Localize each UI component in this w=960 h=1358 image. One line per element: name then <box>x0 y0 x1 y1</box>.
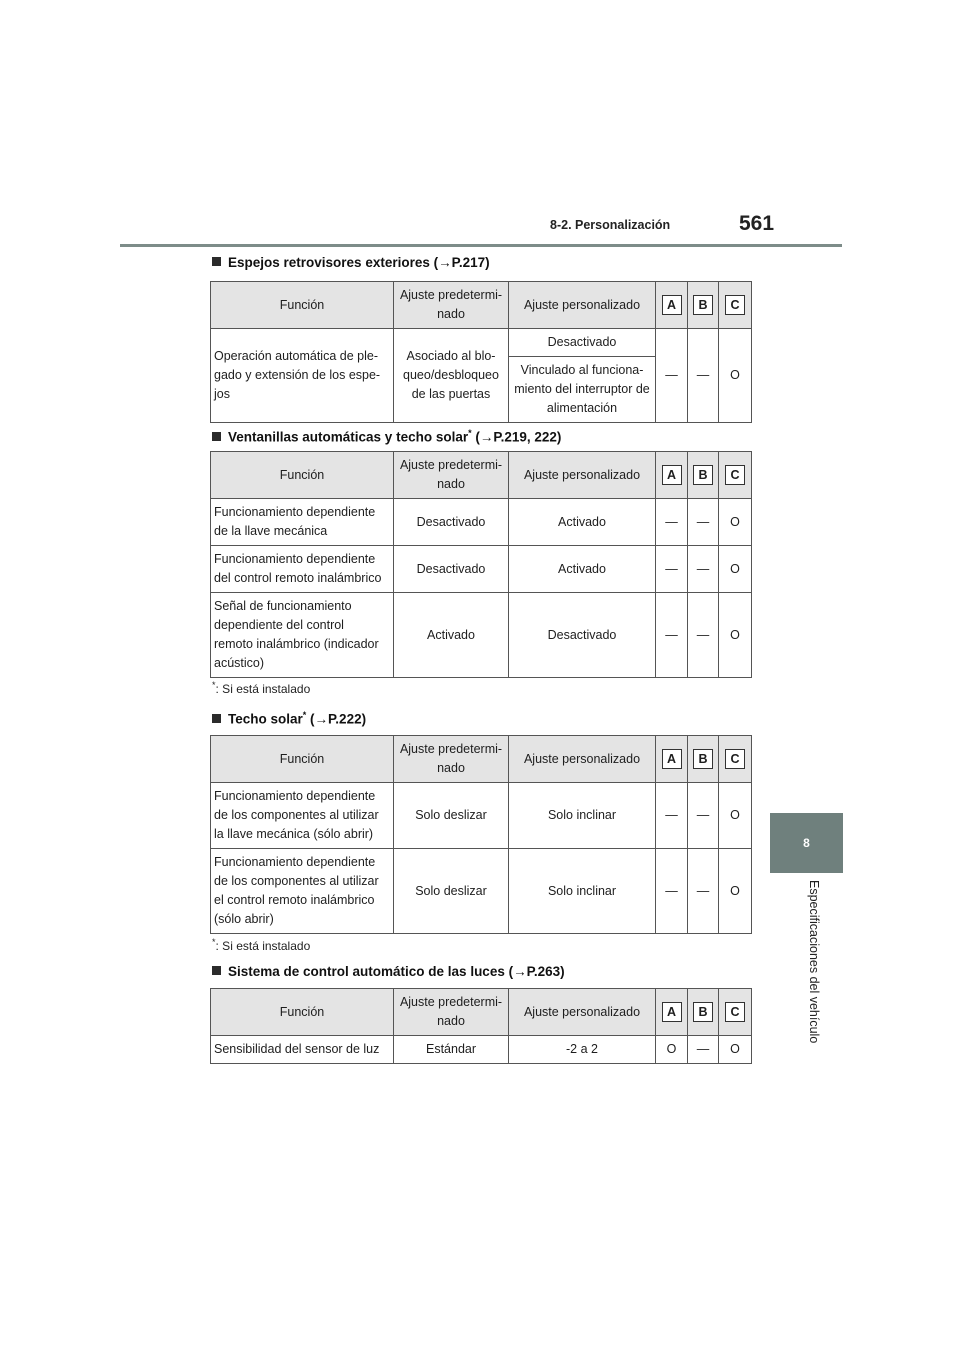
footnote-text: : Si está instalado <box>215 939 311 953</box>
cell-funcion: Funcionamiento dependiente de los componentes al utilizar la llave mecánica (sólo abrir) <box>211 783 394 849</box>
bullet-square-icon <box>212 432 221 441</box>
cell-c: O <box>719 499 752 546</box>
page-reference: P.217) <box>451 255 490 270</box>
cell-personalizado: Activado <box>509 499 656 546</box>
heading-text: Espejos retrovisores exteriores ( <box>228 255 439 270</box>
chapter-title: Especificaciones del vehículo <box>807 880 821 1044</box>
cell-predeterminado: Solo deslizar <box>394 783 509 849</box>
cell-c: O <box>719 329 752 423</box>
col-personalizado: Ajuste personalizado <box>509 736 656 783</box>
col-c <box>719 989 752 1036</box>
table-header-row <box>211 282 752 329</box>
lights-table <box>210 988 752 1064</box>
cell-funcion: Señal de funcionamiento dependiente del control remoto inalámbrico (indicador acústico) <box>211 593 394 678</box>
cell-personalizado: Activado <box>509 546 656 593</box>
letter-c-box: C <box>725 749 745 769</box>
cell-b: — <box>688 593 719 678</box>
cell-c: O <box>719 593 752 678</box>
cell-funcion: Funcionamiento dependiente del control remoto inalámbrico <box>211 546 394 593</box>
cell-a: — <box>656 849 688 934</box>
arrow-right-icon: → <box>314 711 329 727</box>
cell-predeterminado: Asociado al blo- queo/desbloqueo de las puertas <box>394 329 509 423</box>
cell-b: — <box>688 329 719 423</box>
table-header-row <box>211 989 752 1036</box>
footnote-marker: * <box>468 428 472 438</box>
table-row <box>211 849 752 934</box>
footnote-marker: * <box>212 680 216 690</box>
chapter-tab <box>770 813 843 873</box>
col-funcion: Función <box>211 736 394 783</box>
section-title: 8-2. Personalización <box>550 218 671 232</box>
cell-personalizado: Desactivado <box>509 593 656 678</box>
col-predeterminado: Ajuste predetermi- nado <box>394 452 509 499</box>
bullet-square-icon <box>212 257 221 266</box>
table-row <box>211 329 752 357</box>
col-personalizado: Ajuste personalizado <box>509 989 656 1036</box>
col-predeterminado: Ajuste predetermi- nado <box>394 282 509 329</box>
cell-personalizado-option: Vinculado al funciona- miento del interruptor de alimentación <box>509 357 656 423</box>
cell-a: — <box>656 546 688 593</box>
cell-c: O <box>719 1036 752 1064</box>
footnote-text: : Si está instalado <box>215 682 311 696</box>
col-b <box>688 989 719 1036</box>
heading-paren: ( <box>471 429 480 445</box>
letter-a-box: A <box>662 1002 682 1022</box>
cell-a: O <box>656 1036 688 1064</box>
col-funcion: Función <box>211 989 394 1036</box>
windows-table <box>210 451 752 678</box>
letter-c-box: C <box>725 1002 745 1022</box>
cell-b: — <box>688 1036 719 1064</box>
cell-predeterminado: Activado <box>394 593 509 678</box>
col-c <box>719 736 752 783</box>
col-a <box>656 989 688 1036</box>
col-b <box>688 282 719 329</box>
page-number: 561 <box>739 212 775 235</box>
col-funcion: Función <box>211 452 394 499</box>
page-reference: P.219, 222) <box>493 429 562 445</box>
col-a <box>656 282 688 329</box>
cell-predeterminado: Estándar <box>394 1036 509 1064</box>
letter-b-box: B <box>693 465 713 485</box>
footnote-marker: * <box>302 710 307 720</box>
cell-b: — <box>688 546 719 593</box>
cell-a: — <box>656 593 688 678</box>
table-row <box>211 783 752 849</box>
cell-b: — <box>688 849 719 934</box>
col-predeterminado: Ajuste predetermi- nado <box>394 736 509 783</box>
letter-c-box: C <box>725 465 745 485</box>
section-heading-windows <box>212 428 561 445</box>
letter-b-box: B <box>693 1002 713 1022</box>
cell-personalizado-option: Desactivado <box>509 329 656 357</box>
section-heading-lights <box>212 964 565 979</box>
footnote <box>212 680 310 696</box>
heading-text: Sistema de control automático de las luces ( <box>228 964 514 979</box>
table-row <box>211 546 752 593</box>
col-funcion: Función <box>211 282 394 329</box>
cell-funcion: Funcionamiento dependiente de los componentes al utilizar el control remoto inalámbrico (sólo abrir) <box>211 849 394 934</box>
heading-paren: ( <box>306 711 315 727</box>
cell-funcion: Funcionamiento dependiente de la llave mecánica <box>211 499 394 546</box>
cell-a: — <box>656 783 688 849</box>
letter-b-box: B <box>693 295 713 315</box>
chapter-number: 8 <box>803 836 810 850</box>
table-header-row <box>211 736 752 783</box>
page-reference: P.263) <box>526 964 565 979</box>
heading-text: Ventanillas automáticas y techo solar <box>228 429 469 445</box>
cell-personalizado: Solo inclinar <box>509 849 656 934</box>
cell-predeterminado: Desactivado <box>394 546 509 593</box>
cell-c: O <box>719 849 752 934</box>
col-personalizado: Ajuste personalizado <box>509 452 656 499</box>
cell-b: — <box>688 783 719 849</box>
cell-personalizado: Solo inclinar <box>509 783 656 849</box>
cell-funcion: Sensibilidad del sensor de luz <box>211 1036 394 1064</box>
header-divider <box>120 244 842 247</box>
col-predeterminado: Ajuste predetermi- nado <box>394 989 509 1036</box>
letter-c-box: C <box>725 295 745 315</box>
col-b <box>688 736 719 783</box>
mirrors-table <box>210 281 752 423</box>
bullet-square-icon <box>212 966 221 975</box>
chapter-side-label <box>807 880 821 1080</box>
letter-a-box: A <box>662 749 682 769</box>
heading-text: Techo solar <box>228 711 303 727</box>
cell-a: — <box>656 499 688 546</box>
arrow-right-icon: → <box>479 429 494 445</box>
sunroof-table <box>210 735 752 934</box>
footnote <box>212 937 310 953</box>
footnote-marker: * <box>212 937 216 947</box>
section-heading-mirrors <box>212 255 490 270</box>
cell-funcion: Operación automática de ple- gado y extensión de los espe- jos <box>211 329 394 423</box>
table-row <box>211 593 752 678</box>
col-c <box>719 282 752 329</box>
bullet-square-icon <box>212 714 221 723</box>
col-c <box>719 452 752 499</box>
section-heading-sunroof <box>212 710 366 727</box>
col-a <box>656 736 688 783</box>
cell-c: O <box>719 546 752 593</box>
cell-predeterminado: Solo deslizar <box>394 849 509 934</box>
cell-predeterminado: Desactivado <box>394 499 509 546</box>
letter-a-box: A <box>662 465 682 485</box>
cell-personalizado: -2 a 2 <box>509 1036 656 1064</box>
cell-a: — <box>656 329 688 423</box>
col-b <box>688 452 719 499</box>
page-reference: P.222) <box>328 711 367 727</box>
letter-b-box: B <box>693 749 713 769</box>
arrow-right-icon: → <box>438 255 452 270</box>
col-a <box>656 452 688 499</box>
cell-c: O <box>719 783 752 849</box>
table-row <box>211 1036 752 1064</box>
cell-b: — <box>688 499 719 546</box>
table-row <box>211 499 752 546</box>
arrow-right-icon: → <box>513 964 527 979</box>
table-header-row <box>211 452 752 499</box>
col-personalizado: Ajuste personalizado <box>509 282 656 329</box>
letter-a-box: A <box>662 295 682 315</box>
